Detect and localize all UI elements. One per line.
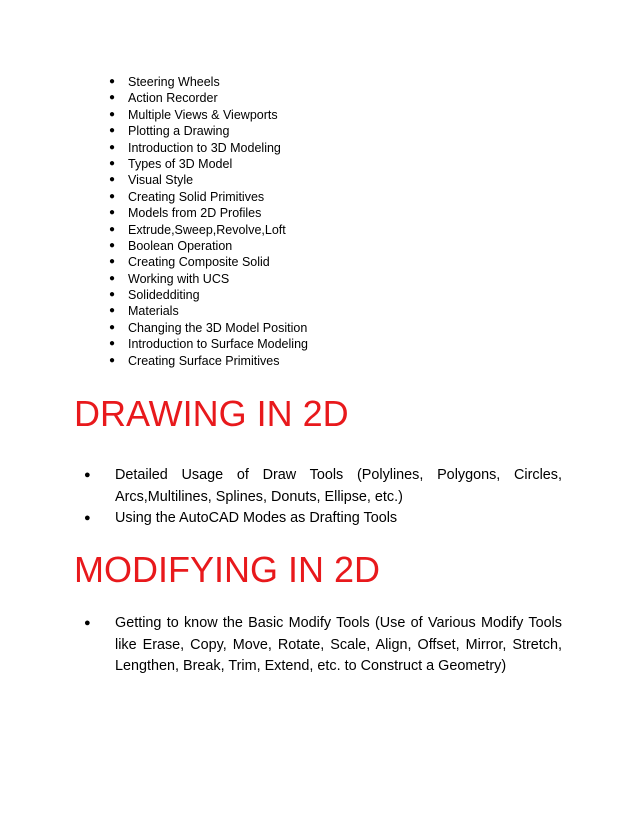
list-item <box>0 140 308 156</box>
list-item <box>0 613 562 678</box>
list-item-text: Boolean Operation <box>128 238 233 253</box>
list-item-text: Plotting a Drawing <box>128 124 230 139</box>
list-item-text: Creating Surface Primitives <box>128 353 280 368</box>
bullet-icon: ● <box>109 305 116 317</box>
list-item-text: Changing the 3D Model Position <box>128 320 308 335</box>
list-item-text: Materials <box>128 304 179 319</box>
list-item-text: Solidedditing <box>128 288 200 303</box>
bullet-icon: ● <box>84 469 91 481</box>
bullet-icon: ● <box>109 321 116 333</box>
list-item <box>0 287 308 303</box>
list-item-text: Using the AutoCAD Modes as Drafting Tools <box>115 510 398 526</box>
list-item-text: Creating Solid Primitives <box>128 189 265 204</box>
list-item <box>0 254 308 270</box>
list-item-text: Creating Composite Solid <box>128 255 270 270</box>
list-item <box>0 336 308 352</box>
bullet-icon: ● <box>109 239 116 251</box>
list-item-text: Steering Wheels <box>128 75 220 89</box>
list-item-text: Working with UCS <box>128 271 230 286</box>
list-item <box>0 189 308 205</box>
list-item <box>0 74 308 90</box>
bullet-icon: ● <box>109 354 116 366</box>
list-item-text: Models from 2D Profiles <box>128 206 262 221</box>
bullet-icon: ● <box>109 157 116 169</box>
list-item-text: Visual Style <box>128 173 194 188</box>
list-item <box>0 238 308 254</box>
bullet-icon: ● <box>84 512 91 524</box>
list-item-text: Detailed Usage of Draw Tools (Polylines, Polygons, Circles, Arcs,Multilines, Splines, Donuts, Ellipse, etc.) <box>115 467 562 505</box>
list-item-text: Introduction to Surface Modeling <box>128 337 308 352</box>
list-item <box>0 353 308 369</box>
bullet-icon: ● <box>109 223 116 235</box>
list-item <box>0 222 308 238</box>
list-item-text: Multiple Views & Viewports <box>128 107 278 122</box>
bullet-icon: ● <box>109 289 116 301</box>
list-item-text: Types of 3D Model <box>128 156 233 171</box>
list-item <box>0 465 562 508</box>
modifying-in-2d-list <box>0 613 638 678</box>
bullet-icon: ● <box>109 174 116 186</box>
list-item-text: Getting to know the Basic Modify Tools (Use of Various Modify Tools like Erase, Copy, Move, Rotate, Scale, Align, Offset, Mirror, Stretch, Lengthen, Break, Trim, Extend, etc. to Construct a Geometry) <box>115 615 562 674</box>
list-item <box>0 508 562 530</box>
list-item-text: Action Recorder <box>128 91 218 106</box>
list-item-text: Extrude,Sweep,Revolve,Loft <box>128 222 286 237</box>
bullet-icon: ● <box>109 108 116 120</box>
list-item <box>0 156 308 172</box>
bullet-icon: ● <box>109 256 116 268</box>
drawing-in-2d-list <box>0 465 638 530</box>
list-item <box>0 90 308 106</box>
list-item <box>0 172 308 188</box>
bullet-icon: ● <box>109 76 116 87</box>
bullet-icon: ● <box>109 338 116 350</box>
bullet-icon: ● <box>109 207 116 219</box>
modeling-topics-list <box>0 74 308 369</box>
list-item-text: Introduction to 3D Modeling <box>128 140 281 155</box>
section-heading-modifying-in-2d: MODIFYING IN 2D <box>74 549 381 590</box>
list-item <box>0 205 308 221</box>
list-item <box>0 303 308 319</box>
bullet-icon: ● <box>109 125 116 137</box>
list-item <box>0 107 308 123</box>
bullet-icon: ● <box>109 272 116 284</box>
bullet-icon: ● <box>109 141 116 153</box>
bullet-icon: ● <box>84 617 91 629</box>
section-heading-drawing-in-2d: DRAWING IN 2D <box>74 393 349 434</box>
bullet-icon: ● <box>109 92 116 104</box>
list-item <box>0 123 308 139</box>
bullet-icon: ● <box>109 190 116 202</box>
list-item <box>0 320 308 336</box>
list-item <box>0 271 308 287</box>
